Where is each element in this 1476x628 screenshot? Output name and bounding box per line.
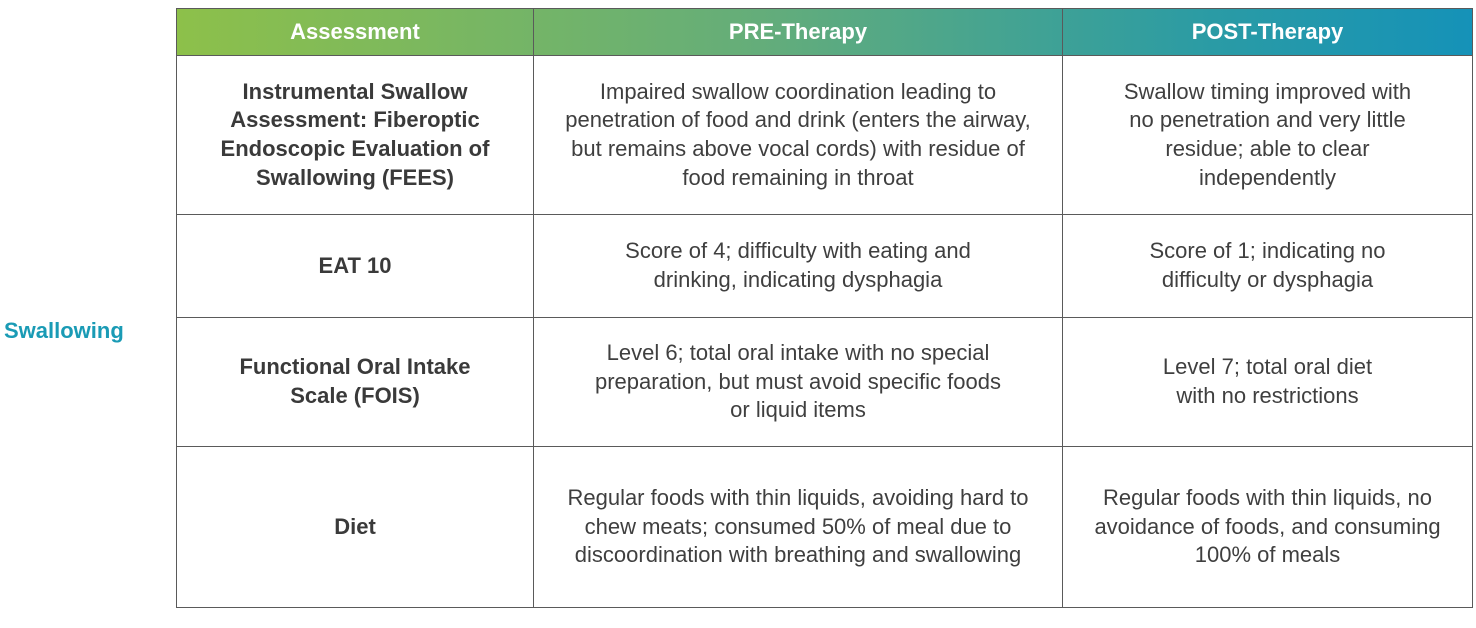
header-post-therapy: POST-Therapy: [1063, 9, 1473, 56]
header-assessment: Assessment: [177, 9, 534, 56]
pre-therapy-cell: Score of 4; difficulty with eating and drinking, indicating dysphagia: [534, 215, 1063, 318]
pre-therapy-cell: Impaired swallow coordination leading to penetration of food and drink (enters the airway, but remains above vocal cords) with residue of food remaining in throat: [534, 56, 1063, 215]
table-row-eat10: [177, 215, 1473, 318]
post-therapy-cell: Score of 1; indicating no difficulty or dysphagia: [1063, 215, 1473, 318]
header-pre-therapy: PRE-Therapy: [534, 9, 1063, 56]
assessment-table-container: [176, 8, 1472, 608]
assessment-cell: Functional Oral Intake Scale (FOIS): [177, 318, 534, 447]
assessment-cell: Diet: [177, 447, 534, 608]
table-row-diet: [177, 447, 1473, 608]
category-label-swallowing: Swallowing: [4, 318, 124, 343]
table-header-row: [177, 9, 1473, 56]
table-row-fees: [177, 56, 1473, 215]
post-therapy-cell: Level 7; total oral diet with no restrictions: [1063, 318, 1473, 447]
assessment-cell: Instrumental Swallow Assessment: Fiberoptic Endoscopic Evaluation of Swallowing (FEES): [177, 56, 534, 215]
post-therapy-cell: Swallow timing improved with no penetration and very little residue; able to clear independently: [1063, 56, 1473, 215]
assessment-table: [176, 8, 1473, 608]
pre-therapy-cell: Regular foods with thin liquids, avoiding hard to chew meats; consumed 50% of meal due to discoordination with breathing and swallowing: [534, 447, 1063, 608]
assessment-cell: EAT 10: [177, 215, 534, 318]
pre-therapy-cell: Level 6; total oral intake with no special preparation, but must avoid specific foods or liquid items: [534, 318, 1063, 447]
post-therapy-cell: Regular foods with thin liquids, no avoidance of foods, and consuming 100% of meals: [1063, 447, 1473, 608]
table-row-fois: [177, 318, 1473, 447]
